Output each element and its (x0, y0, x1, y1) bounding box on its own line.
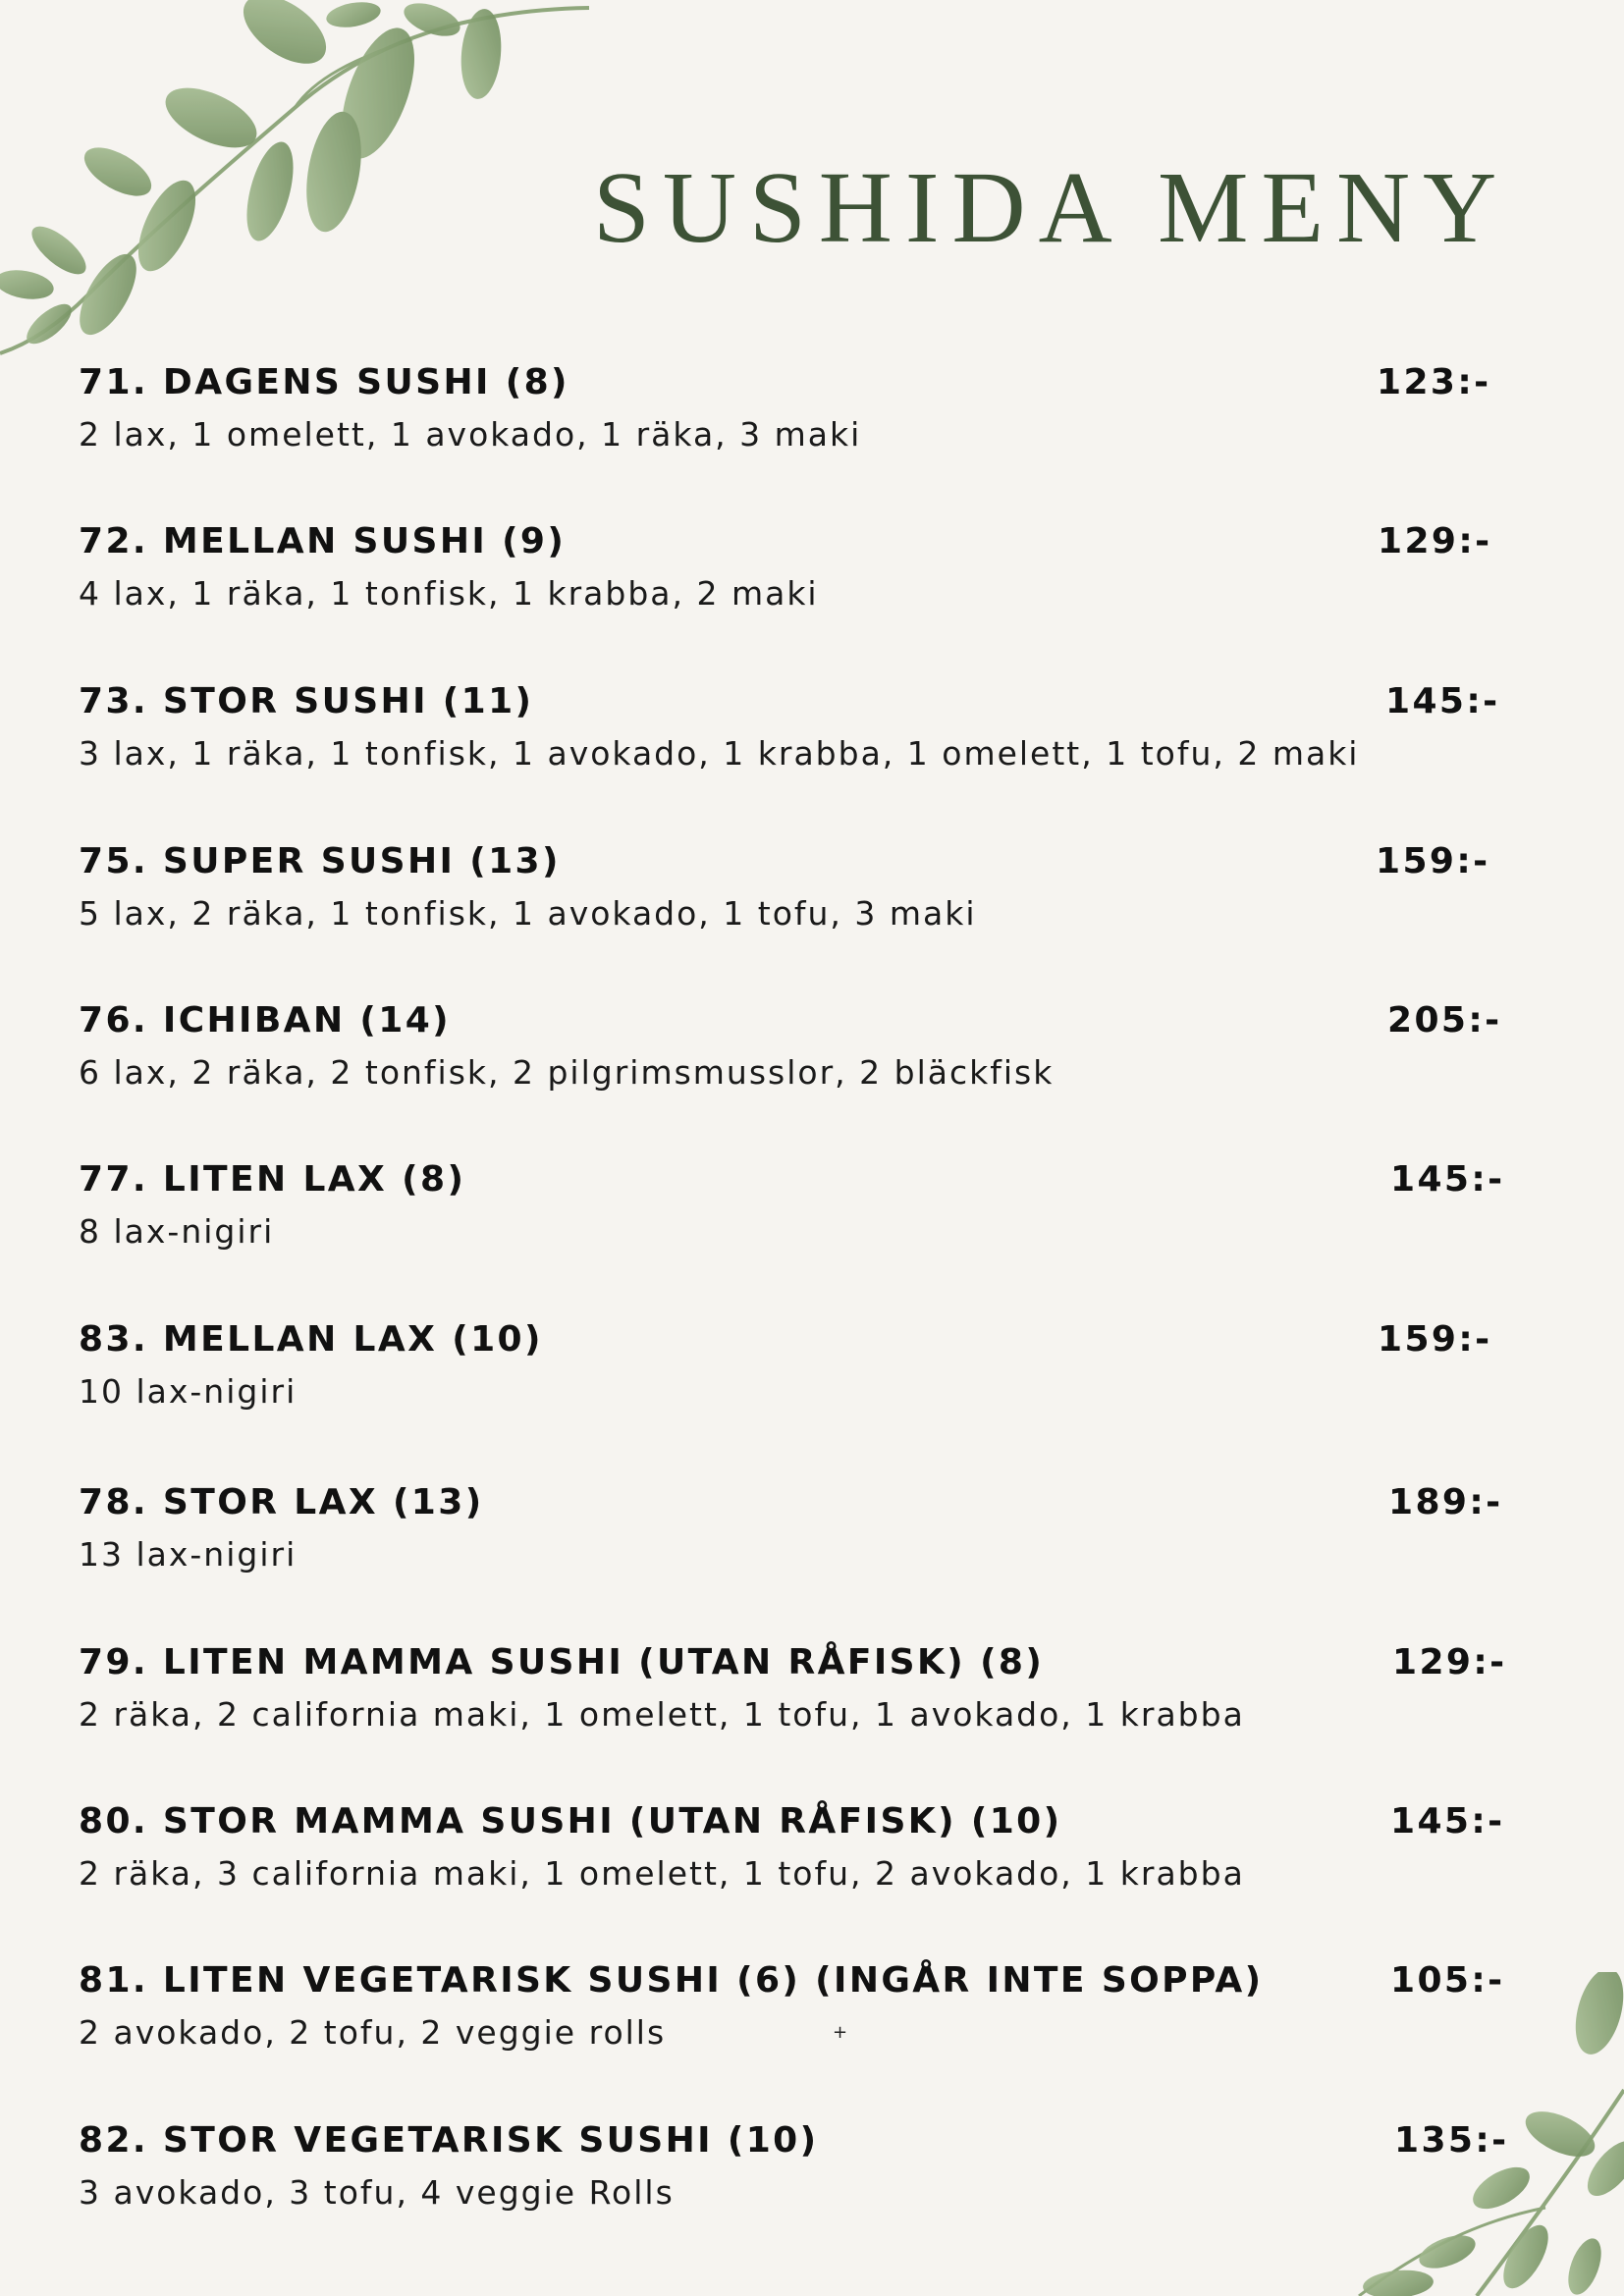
menu-title: SUSHIDA MENY (593, 151, 1510, 264)
item-price: 189:- (1388, 1482, 1503, 1522)
item-description: 4 lax, 1 räka, 1 tonfisk, 1 krabba, 2 maki (79, 574, 819, 613)
item-name: 71. DAGENS SUSHI (8) (79, 362, 569, 402)
leaf-branch-top-icon (0, 0, 609, 373)
item-name: 81. LITEN VEGETARISK SUSHI (6) (INGÅR INTE SOPPA) (79, 1960, 1264, 2001)
item-name: 79. LITEN MAMMA SUSHI (UTAN RÅFISK) (8) (79, 1642, 1045, 1682)
item-description: 10 lax-nigiri (79, 1372, 298, 1411)
item-price: 145:- (1385, 681, 1500, 721)
item-name: 72. MELLAN SUSHI (9) (79, 521, 567, 561)
item-price: 159:- (1378, 1319, 1492, 1360)
item-description: 2 lax, 1 omelett, 1 avokado, 1 räka, 3 maki (79, 415, 862, 454)
item-description: 6 lax, 2 räka, 2 tonfisk, 2 pilgrimsmusslor, 2 bläckfisk (79, 1053, 1055, 1092)
item-name: 75. SUPER SUSHI (13) (79, 841, 561, 881)
item-name: 82. STOR VEGETARISK SUSHI (10) (79, 2120, 819, 2161)
item-description: 2 avokado, 2 tofu, 2 veggie rolls (79, 2013, 667, 2052)
item-price: 145:- (1390, 1159, 1505, 1200)
item-name: 80. STOR MAMMA SUSHI (UTAN RÅFISK) (10) (79, 1801, 1062, 1842)
item-price: 145:- (1390, 1801, 1505, 1842)
item-description: 3 lax, 1 räka, 1 tonfisk, 1 avokado, 1 krabba, 1 omelett, 1 tofu, 2 maki (79, 734, 1360, 773)
item-price: 105:- (1390, 1960, 1505, 2001)
item-price: 159:- (1376, 841, 1490, 881)
item-name: 77. LITEN LAX (8) (79, 1159, 466, 1200)
item-description: 5 lax, 2 räka, 1 tonfisk, 1 avokado, 1 tofu, 3 maki (79, 894, 977, 933)
item-price: 205:- (1387, 1000, 1502, 1041)
item-description: 3 avokado, 3 tofu, 4 veggie Rolls (79, 2173, 675, 2212)
item-description: 2 räka, 3 california maki, 1 omelett, 1 tofu, 2 avokado, 1 krabba (79, 1854, 1245, 1893)
item-price: 123:- (1377, 362, 1491, 402)
item-price: 135:- (1394, 2120, 1509, 2161)
item-price: 129:- (1378, 521, 1492, 561)
item-price: 129:- (1392, 1642, 1507, 1682)
item-description: 13 lax-nigiri (79, 1535, 298, 1574)
item-description: 2 räka, 2 california maki, 1 omelett, 1 tofu, 1 avokado, 1 krabba (79, 1695, 1245, 1734)
item-name: 83. MELLAN LAX (10) (79, 1319, 543, 1360)
stray-mark: + (833, 2022, 848, 2043)
item-description: 8 lax-nigiri (79, 1212, 275, 1251)
item-name: 78. STOR LAX (13) (79, 1482, 484, 1522)
item-name: 73. STOR SUSHI (11) (79, 681, 534, 721)
item-name: 76. ICHIBAN (14) (79, 1000, 452, 1041)
